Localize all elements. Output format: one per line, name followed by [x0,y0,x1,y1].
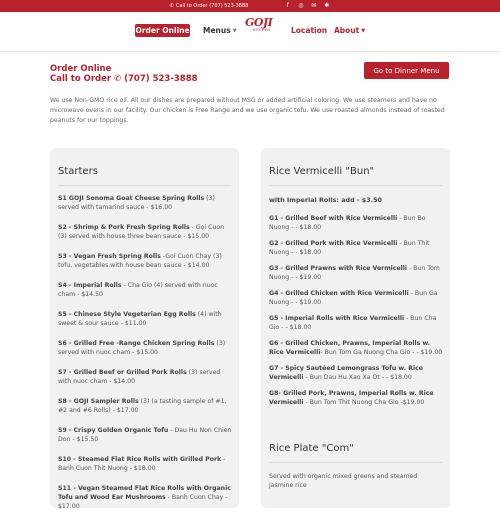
item-name: G4 - Grilled Chicken with Rice Vermicelli [269,290,409,297]
item-name: S11 - Vegan Steamed Flat Rice Rolls with Organic Tofu and Wood Ear Mushrooms [58,485,231,501]
list-item [58,310,233,339]
item-description: - Bun Dau Hu Xao Xa Ot - - $18.00 [303,374,412,381]
item-name: S8 - GOJI Sampler Rolls [58,398,139,405]
divider [58,185,231,186]
item-name: S10 - Steamed Flat Rice Rolls with Grilled Pork [58,456,222,463]
yelp-icon[interactable]: ✱ [324,2,330,9]
item-name: S3 - Vegan Fresh Spring Rolls [58,253,161,260]
chevron-down-icon: ▼ [361,27,366,34]
item-description: - Cha Gio (4) served with nuoc cham - $14.50 [58,282,218,298]
item-description: -Goi Cuon Chay (3) tofu, vegetables with house bean sauce - $14.00 [58,253,222,269]
goji-kitchen-logo[interactable]: GOJI KITCHEN [245,16,273,32]
item-description: - Bun Thit Nuong - - $18.00 [269,240,430,256]
item-description: (3) served with tamarind sauce - $16.00 [58,195,215,211]
item-description: - Bun Tom Nuong - - $19.00 [269,265,440,281]
list-item [269,289,444,314]
rice-plate-title: Rice Plate "Com" [269,443,354,454]
item-name: S6 - Grilled Free -Range Chicken Spring Rolls [58,340,215,347]
rice-plate-desc: Served with organic mixed greens and steamed jasmine rice [269,473,418,489]
item-description: (3) served with nuoc cham - $15.00 [58,340,226,356]
item-name: G8- Grilled Pork, Prawns, Imperial Rolls w. Rice Vermicelli [269,390,434,406]
nav-menus[interactable] [203,24,237,37]
list-item [58,339,233,368]
item-description: - Bun Ga Nuong - - $19.00 [269,290,438,306]
list-item [58,426,233,455]
item-name: G3 - Grilled Prawns with Rice Vermicelli [269,265,408,272]
list-item [58,194,233,223]
list-item [58,281,233,310]
item-name: G7 - Spicy Sautéed Lemongrass Tofu w. Rice Vermicelli [269,365,423,381]
instagram-icon[interactable]: ◎ [298,2,304,9]
phone-icon: ✆ [169,3,174,9]
list-item [58,252,233,281]
divider [269,462,442,463]
vermicelli-title: Rice Vermicelli "Bun" [269,166,375,177]
imperial-rolls-addon: with Imperial Rolls: add - $3.50 [269,196,382,204]
list-item [269,314,444,339]
item-description: - Banh Cuon Chay - $17.00 [58,494,228,510]
starters-title: Starters [58,166,98,177]
item-description: (3) (a tasting sample of #1, #2 and #6 Rolls) - $17.00 [58,398,227,414]
nav-menus-label: Menus [203,26,231,35]
item-description: - Bun Cha Gio - - $18.00 [269,315,437,331]
item-name: S4 - Imperial Rolls [58,282,122,289]
item-description: - Bun Tom Ga Nuong Cha Gio - - $19.00 [320,349,443,356]
item-description: - Bun Tom Thit Nuong Cha Gio -$19.00 [303,399,425,406]
list-item [58,397,233,426]
nav-location[interactable]: Location [291,26,328,35]
list-item [58,368,233,397]
list-item [58,223,233,252]
list-item [269,364,444,389]
item-name: S2 - Shrimp & Pork Fresh Spring Rolls [58,224,190,231]
item-description: - Banh Cuon Thit Nuong - $18.00 [58,456,226,472]
nav-about-label: About [334,26,360,35]
item-name: G1 - Grilled Beef with Rice Vermicelli [269,215,398,222]
top-phone[interactable] [170,3,249,9]
item-name: S1 GOJI Sonoma Goat Cheese Spring Rolls [58,195,205,202]
vermicelli-card [261,148,450,508]
vermicelli-list [269,214,444,414]
starters-card [50,148,239,508]
list-item [269,214,444,239]
list-item [58,455,233,484]
item-description: - Bun Bo Nuong - - $18.00 [269,215,426,231]
nav-about[interactable] [334,24,365,37]
item-description: - Goi Cuon (3) served with house three bean sauce - $15.00 [58,224,225,240]
item-description: (4) with sweet & sour sauce - $11.00 [58,311,222,327]
list-item [269,389,444,414]
divider [269,185,442,186]
email-icon[interactable]: ✉ [311,2,317,9]
list-item [58,484,233,513]
item-name: S9 - Crispy Golden Organic Tofu [58,427,169,434]
top-phone-text: Call to Order (707) 523-3888 [175,3,249,9]
item-name: S5 - Chinese Style Vegetarian Egg Rolls [58,311,196,318]
item-name: G5 - Imperial Rolls with Rice Vermicelli [269,315,405,322]
list-item [269,339,444,364]
item-description: - Dau Hu Non Chien Don - $15.50 [58,427,232,443]
intro-text: We use Non-GMO rice oil. All our dishes are prepared without MSG or added artificial coloring. We use steamers and have no microwave ovens in our facility. Our chicken is Free Range and we use organic tofu. We use roasted almonds instead of roasted peanuts for our toppings. [50,97,445,124]
order-online-button[interactable]: Order Online [135,26,190,35]
item-description: (3) served with nuoc cham - $14.00 [58,369,221,385]
dinner-menu-button[interactable]: Go to Dinner Menu [364,62,449,79]
order-phone[interactable]: Call to Order ✆ (707) 523-3888 [50,74,198,84]
main-navigation [0,12,500,52]
item-name: G2 - Grilled Pork with Rice Vermicelli [269,240,398,247]
list-item [269,264,444,289]
list-item [269,239,444,264]
item-name: G6 - Grilled Chicken, Prawns, Imperial Rolls w. Rice Vermicelli [269,340,431,356]
starters-list [58,194,233,513]
chevron-down-icon: ▼ [232,27,237,34]
facebook-icon[interactable]: f [286,2,289,9]
top-bar [0,0,500,12]
page-title: Order Online [50,64,112,74]
item-name: S7 - Grilled Beef or Grilled Pork Rolls [58,369,187,376]
